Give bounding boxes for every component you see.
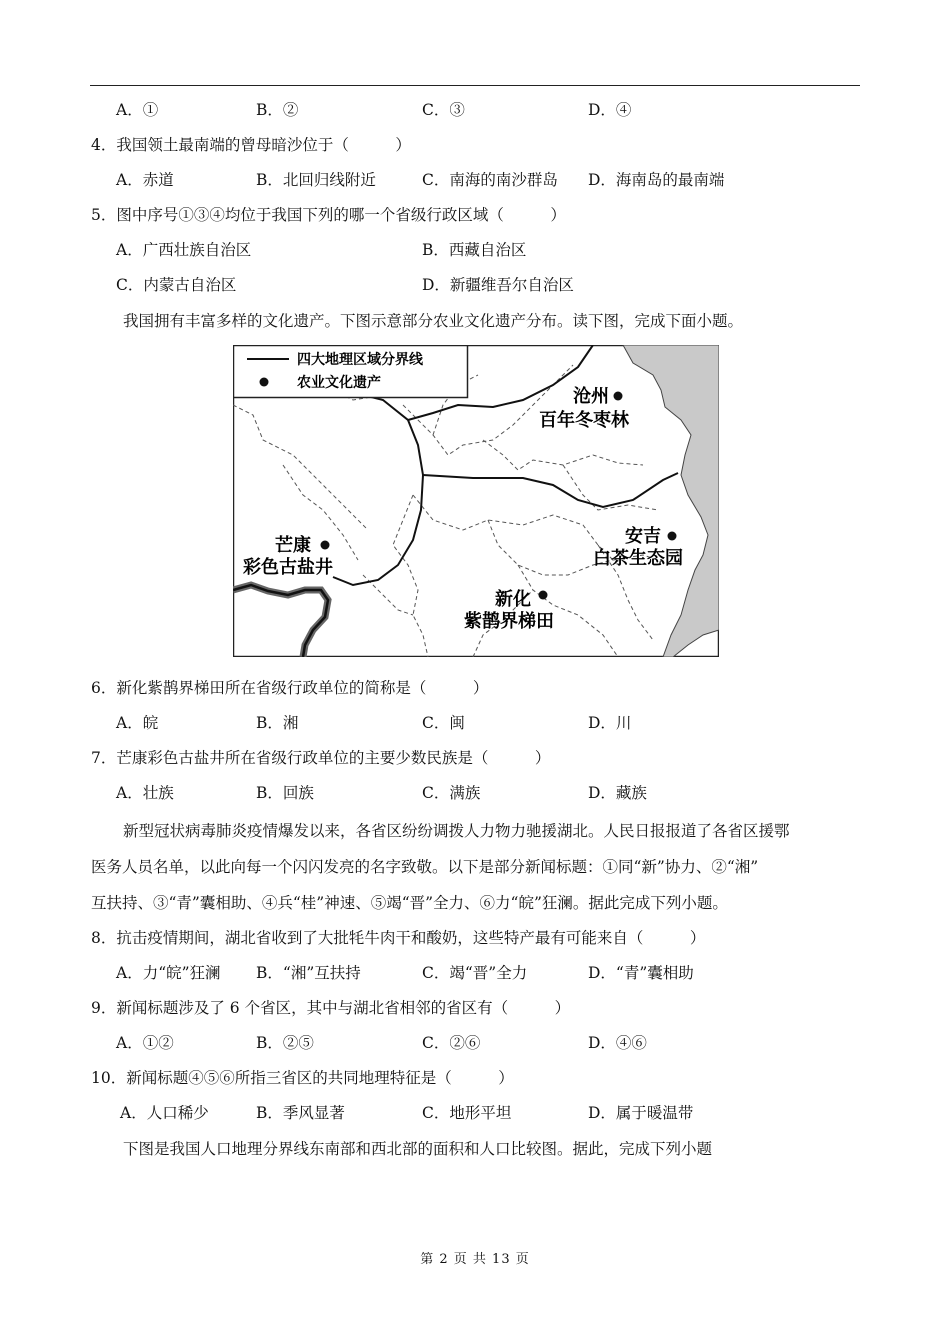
mangkang-dot [321, 541, 330, 550]
q9-option-a: A．①② [116, 1034, 174, 1052]
q10-option-d: D．属于暖温带 [588, 1104, 694, 1122]
q5-option-c: C．内蒙古自治区 [116, 276, 237, 294]
intro-covid-line-2: 医务人员名单，以此向每一个闪闪发亮的名字致敬。以下是部分新闻标题：①同“新”协力、②“湘” [91, 858, 759, 876]
q6-option-b: B．湘 [256, 714, 299, 732]
q9-option-d: D．④⑥ [588, 1034, 647, 1052]
xinhua-dot [539, 591, 548, 600]
q6-option-c: C．闽 [422, 714, 465, 732]
intro-covid-line-3: 互扶持、③“青”囊相助、④兵“桂”神速、⑤竭“晋”全力、⑥力“皖”狂澜。据此完成下列小题。 [91, 894, 728, 912]
q9-option-b: B．②⑤ [256, 1034, 314, 1052]
q5-option-d: D．新疆维吾尔自治区 [422, 276, 574, 294]
q6-stem: 6．新化紫鹊界梯田所在省级行政单位的简称是（ ） [91, 679, 489, 697]
q10-stem: 10．新闻标题④⑤⑥所指三省区的共同地理特征是（ ） [91, 1069, 514, 1087]
page-footer: 第 2 页 共 13 页 [420, 1252, 530, 1267]
q5-option-a: A．广西壮族自治区 [116, 241, 252, 259]
q3-option-a: A．① [116, 101, 159, 119]
q3-option-d: D．④ [588, 101, 632, 119]
q9-stem: 9．新闻标题涉及了 6 个省区，其中与湖北省相邻的省区有（ ） [91, 999, 571, 1017]
xinhua-name: 新化 [495, 589, 531, 610]
mangkang-desc: 彩色古盐井 [243, 557, 333, 578]
q7-option-c: C．满族 [422, 784, 481, 802]
q4-option-b: B．北回归线附近 [256, 171, 376, 189]
cangzhou-name: 沧州 [573, 386, 609, 407]
q10-option-b: B．季风显著 [256, 1104, 345, 1122]
q8-option-b: B．“湘”互扶持 [256, 964, 361, 982]
q7-option-d: D．藏族 [588, 784, 647, 802]
anji-name: 安吉 [625, 526, 661, 547]
q4-option-c: C．南海的南沙群岛 [422, 171, 558, 189]
q10-option-c: C．地形平坦 [422, 1104, 512, 1122]
q4-option-d: D．海南岛的最南端 [588, 171, 725, 189]
q7-option-b: B．回族 [256, 784, 314, 802]
q4-stem: 4．我国领土最南端的曾母暗沙位于（ ） [91, 136, 411, 154]
cangzhou-dot [614, 392, 623, 401]
q5-stem: 5．图中序号①③④均位于我国下列的哪一个省级行政区域（ ） [91, 206, 566, 224]
q5-option-b: B．西藏自治区 [422, 241, 527, 259]
q7-stem: 7．芒康彩色古盐井所在省级行政单位的主要少数民族是（ ） [91, 749, 551, 767]
legend-heritage-dot [260, 378, 269, 387]
mangkang-name: 芒康 [275, 535, 311, 556]
q8-option-d: D．“青”囊相助 [588, 964, 694, 982]
q3-option-c: C．③ [422, 101, 465, 119]
cangzhou-desc: 百年冬枣林 [539, 410, 629, 431]
q3-option-b: B．② [256, 101, 299, 119]
q6-option-a: A．皖 [116, 714, 159, 732]
anji-dot [668, 532, 677, 541]
header-rule [90, 85, 860, 86]
q8-option-c: C．竭“晋”全力 [422, 964, 528, 982]
anji-desc: 白茶生态园 [593, 548, 683, 569]
map-legend [234, 346, 468, 398]
q10-option-a: A．人口稀少 [120, 1104, 209, 1122]
legend-boundary-label: 四大地理区域分界线 [297, 352, 423, 368]
legend-heritage-label: 农业文化遗产 [297, 375, 381, 391]
q8-stem: 8．抗击疫情期间，湖北省收到了大批牦牛肉干和酸奶，这些特产最有可能来自（ ） [91, 929, 706, 947]
intro-heritage: 我国拥有丰富多样的文化遗产。下图示意部分农业文化遗产分布。读下图，完成下面小题。 [123, 312, 744, 330]
intro-covid-line-1: 新型冠状病毒肺炎疫情爆发以来，各省区纷纷调拨人力物力驰援湖北。人民日报报道了各省区援鄂 [123, 822, 790, 840]
heritage-map [233, 345, 719, 657]
q8-option-a: A．力“皖”狂澜 [116, 964, 221, 982]
intro-population: 下图是我国人口地理分界线东南部和西北部的面积和人口比较图。据此，完成下列小题 [123, 1140, 713, 1158]
q4-option-a: A．赤道 [116, 171, 174, 189]
q7-option-a: A．壮族 [116, 784, 174, 802]
q9-option-c: C．②⑥ [422, 1034, 481, 1052]
q6-option-d: D．川 [588, 714, 632, 732]
xinhua-desc: 紫鹊界梯田 [464, 611, 554, 632]
